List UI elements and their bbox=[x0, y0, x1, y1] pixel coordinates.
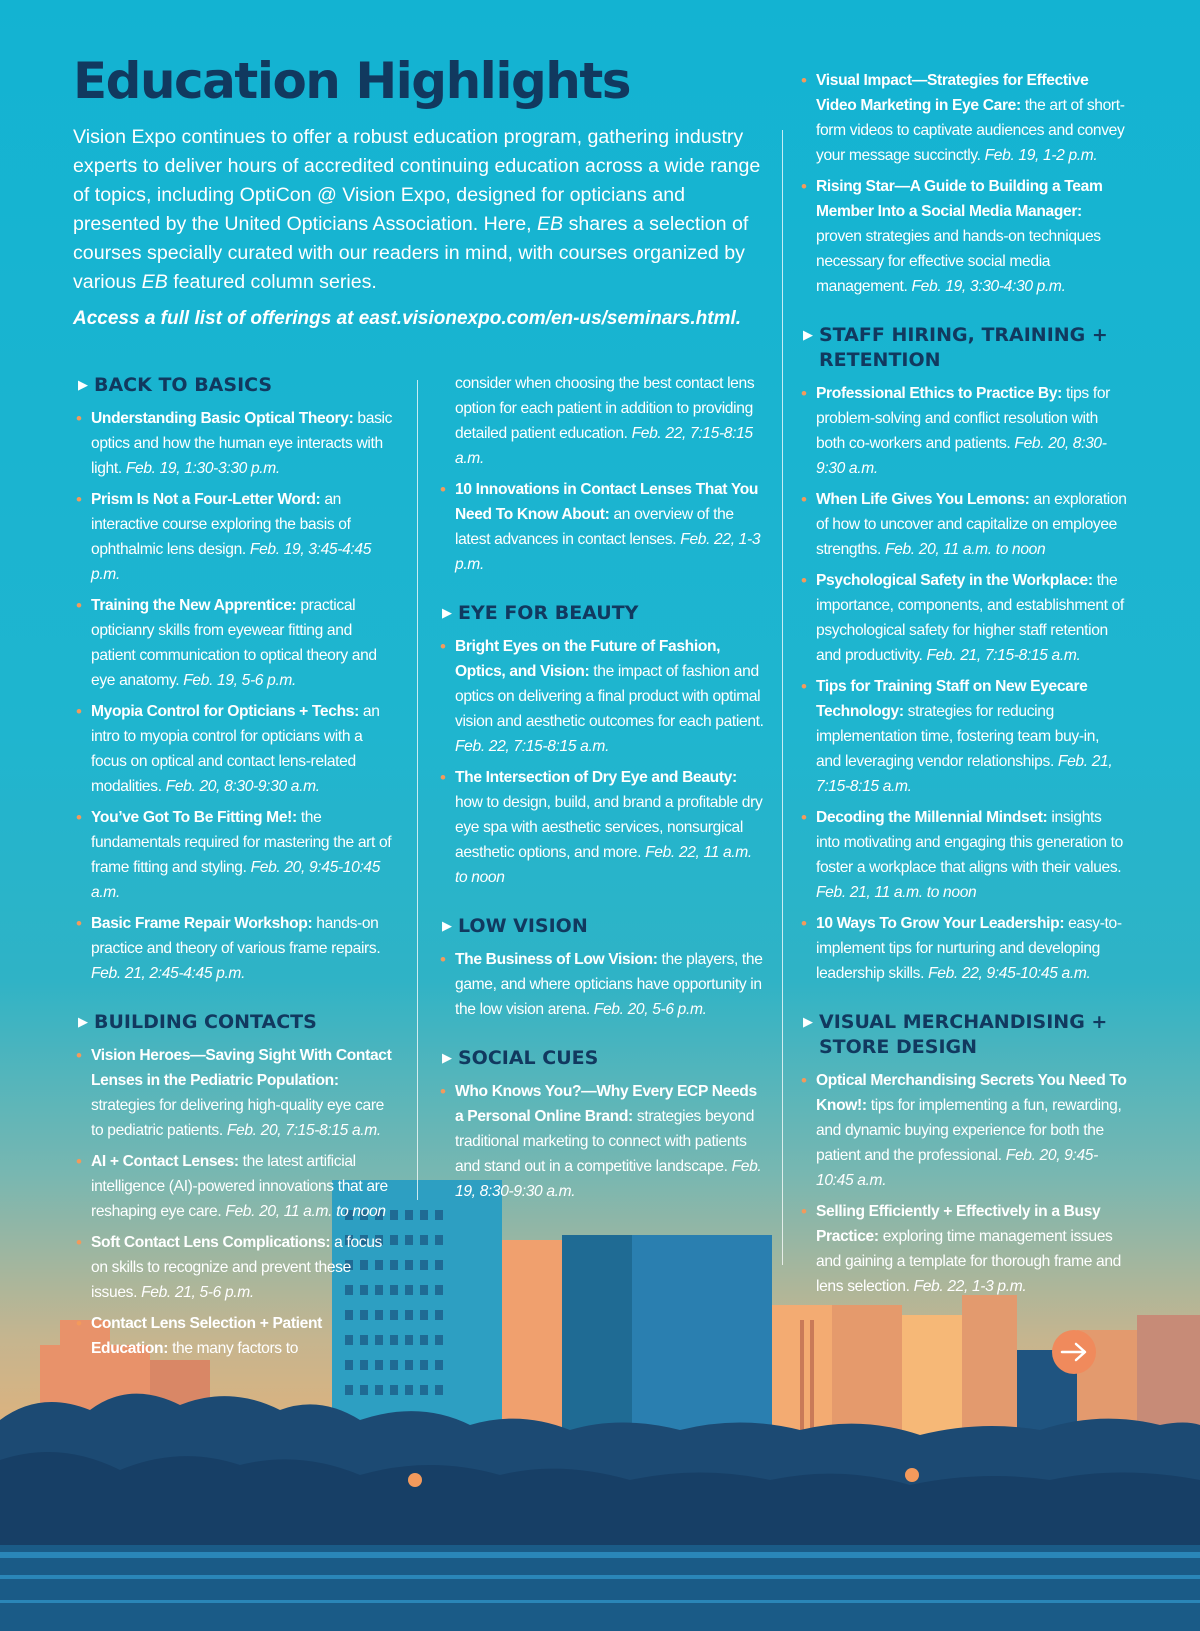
course-item[interactable]: • Contact Lens Selection + Patient Education: the many factors to bbox=[78, 1311, 398, 1361]
course-item[interactable]: • Who Knows You?—Why Every ECP Needs a Personal Online Brand: strategies beyond traditional marketing to connect with patients and stand out in a competitive landscape. Feb. 19, 8:30-9:30 a.m. bbox=[442, 1079, 764, 1204]
bullet-icon: • bbox=[76, 1233, 82, 1252]
arrow-right-icon bbox=[1060, 1342, 1088, 1362]
course-item[interactable]: • Understanding Basic Optical Theory: basic optics and how the human eye interacts with light. Feb. 19, 1:30-3:30 p.m. bbox=[78, 406, 398, 481]
triangle-right-icon: ▶ bbox=[78, 1015, 88, 1030]
course-item[interactable]: • AI + Contact Lenses: the latest artificial intelligence (AI)-powered innovations that are reshaping eye care. Feb. 20, 11 a.m. to noon bbox=[78, 1149, 398, 1224]
course-item[interactable]: • The Business of Low Vision: the players, the game, and where opticians have opportunity in the low vision arena. Feb. 20, 5-6 p.m. bbox=[442, 947, 764, 1022]
section-heading-low-vision: ▶ LOW VISION bbox=[442, 915, 588, 937]
course-list bbox=[442, 947, 764, 1022]
bullet-icon: • bbox=[440, 1082, 446, 1101]
course-item[interactable]: • Optical Merchandising Secrets You Need To Know!: tips for implementing a fun, rewarding, and dynamic buying experience for both the patient and the professional. Feb. 20, 9:45-10:45 a.m. bbox=[803, 1068, 1128, 1193]
bullet-icon: • bbox=[801, 677, 807, 696]
column-1 bbox=[78, 373, 398, 1367]
bullet-icon: • bbox=[76, 596, 82, 615]
course-item[interactable]: • Selling Efficiently + Effectively in a Busy Practice: exploring time management issues and gaining a template for thorough frame and lens selection. Feb. 22, 1-3 p.m. bbox=[803, 1199, 1128, 1299]
course-item[interactable]: • 10 Ways To Grow Your Leadership: easy-to-implement tips for nurturing and developing leadership skills. Feb. 22, 9:45-10:45 a.m. bbox=[803, 911, 1128, 986]
bullet-icon: • bbox=[440, 768, 446, 787]
course-item[interactable]: • Decoding the Millennial Mindset: insights into motivating and engaging this generation to foster a workplace that aligns with their values. Feb. 21, 11 a.m. to noon bbox=[803, 805, 1128, 905]
page-title: Education Highlights bbox=[73, 52, 631, 110]
column-divider bbox=[417, 380, 418, 1200]
column-3 bbox=[803, 68, 1128, 1305]
column-divider bbox=[782, 130, 783, 1265]
triangle-right-icon: ▶ bbox=[78, 378, 88, 393]
course-item[interactable]: • Psychological Safety in the Workplace: the importance, components, and establishment of psychological safety for higher staff retention and productivity. Feb. 21, 7:15-8:15 a.m. bbox=[803, 568, 1128, 668]
course-item-continuation[interactable]: consider when choosing the best contact lens option for each patient in addition to providing detailed patient education. Feb. 22, 7:15-8:15 a.m. bbox=[455, 375, 755, 467]
bullet-icon: • bbox=[801, 914, 807, 933]
section-heading-visual-merchandising: ▶ VISUAL MERCHANDISING + STORE DESIGN bbox=[803, 1011, 1108, 1058]
course-item[interactable]: • Tips for Training Staff on New Eyecare Technology: strategies for reducing implementation time, fostering team buy-in, and leveraging vendor relationships. Feb. 21, 7:15-8:15 a.m. bbox=[803, 674, 1128, 799]
course-list bbox=[803, 381, 1128, 986]
course-item[interactable]: • Training the New Apprentice: practical opticianry skills from eyewear fitting and patient communication to optical theory and eye anatomy. Feb. 19, 5-6 p.m. bbox=[78, 593, 398, 693]
section-heading-back-to-basics: ▶ BACK TO BASICS bbox=[78, 374, 273, 396]
course-list bbox=[442, 634, 764, 890]
course-item[interactable]: • Basic Frame Repair Workshop: hands-on practice and theory of various frame repairs. Feb. 21, 2:45-4:45 p.m. bbox=[78, 911, 398, 986]
course-item[interactable]: • Professional Ethics to Practice By: tips for problem-solving and conflict resolution with both co-workers and patients. Feb. 20, 8:30-9:30 a.m. bbox=[803, 381, 1128, 481]
course-list bbox=[442, 1079, 764, 1204]
bullet-icon: • bbox=[801, 384, 807, 403]
bullet-icon: • bbox=[76, 490, 82, 509]
course-item[interactable]: • You’ve Got To Be Fitting Me!: the fundamentals required for mastering the art of frame fitting and styling. Feb. 20, 9:45-10:45 a.m. bbox=[78, 805, 398, 905]
course-item[interactable]: • Visual Impact—Strategies for Effective Video Marketing in Eye Care: the art of short-form videos to captivate audiences and convey your message succinctly. Feb. 19, 1-2 p.m. bbox=[803, 68, 1128, 168]
course-item[interactable]: • When Life Gives You Lemons: an exploration of how to uncover and capitalize on employee strengths. Feb. 20, 11 a.m. to noon bbox=[803, 487, 1128, 562]
course-item[interactable]: • Bright Eyes on the Future of Fashion, Optics, and Vision: the impact of fashion and optics on delivering a final product with optimal vision and aesthetic outcomes for each patient. Feb. 22, 7:15-8:15 a.m. bbox=[442, 634, 764, 759]
bullet-icon: • bbox=[801, 490, 807, 509]
course-item[interactable]: • The Intersection of Dry Eye and Beauty: how to design, build, and brand a profitable dry eye spa with aesthetic services, nonsurgical aesthetic options, and more. Feb. 22, 11 a.m. to noon bbox=[442, 765, 764, 890]
triangle-right-icon: ▶ bbox=[803, 328, 813, 343]
column-2 bbox=[442, 377, 764, 1210]
course-item[interactable]: • Rising Star—A Guide to Building a Team Member Into a Social Media Manager: proven strategies and hands-on techniques necessary for effective social media management. Feb. 19, 3:30-4:30 p.m. bbox=[803, 174, 1128, 299]
bullet-icon: • bbox=[440, 950, 446, 969]
bullet-icon: • bbox=[801, 808, 807, 827]
course-list bbox=[803, 68, 1128, 299]
bullet-icon: • bbox=[801, 571, 807, 590]
bullet-icon: • bbox=[76, 409, 82, 428]
bullet-icon: • bbox=[76, 1152, 82, 1171]
bullet-icon: • bbox=[801, 177, 807, 196]
bullet-icon: • bbox=[76, 808, 82, 827]
section-heading-staff-hiring: ▶ STAFF HIRING, TRAINING + RETENTION bbox=[803, 324, 1108, 371]
triangle-right-icon: ▶ bbox=[442, 1051, 452, 1066]
bullet-icon: • bbox=[801, 1202, 807, 1221]
bullet-icon: • bbox=[801, 1071, 807, 1090]
triangle-right-icon: ▶ bbox=[803, 1015, 813, 1030]
bullet-icon: • bbox=[76, 1046, 82, 1065]
bullet-icon: • bbox=[76, 914, 82, 933]
course-item[interactable]: • Myopia Control for Opticians + Techs: an intro to myopia control for opticians with a focus on optical and contact lens-related modalities. Feb. 20, 8:30-9:30 a.m. bbox=[78, 699, 398, 799]
bullet-icon: • bbox=[801, 71, 807, 90]
section-heading-building-contacts: ▶ BUILDING CONTACTS bbox=[78, 1011, 317, 1033]
bullet-icon: • bbox=[76, 1314, 82, 1333]
section-heading-social-cues: ▶ SOCIAL CUES bbox=[442, 1047, 599, 1069]
course-item[interactable]: • Vision Heroes—Saving Sight With Contact Lenses in the Pediatric Population: strategies for delivering high-quality eye care to pediatric patients. Feb. 20, 7:15-8:15 a.m. bbox=[78, 1043, 398, 1143]
course-item[interactable]: • 10 Innovations in Contact Lenses That You Need To Know About: an overview of the latest advances in contact lenses. Feb. 22, 1-3 p.m. bbox=[442, 477, 764, 577]
course-list bbox=[78, 1043, 398, 1361]
course-item[interactable]: • Prism Is Not a Four-Letter Word: an interactive course exploring the basis of ophthalmic lens design. Feb. 19, 3:45-4:45 p.m. bbox=[78, 487, 398, 587]
access-link-line[interactable]: Access a full list of offerings at east.visionexpo.com/en-us/seminars.html. bbox=[73, 308, 742, 329]
course-list bbox=[78, 406, 398, 986]
section-heading-eye-for-beauty: ▶ EYE FOR BEAUTY bbox=[442, 602, 639, 624]
bullet-icon: • bbox=[76, 702, 82, 721]
intro-paragraph: Vision Expo continues to offer a robust education program, gathering industry experts to deliver hours of accredited continuing education across a wide range of topics, including OptiCon @ Vision Expo, designed for opticians and presented by the United Opticians Association. Here, EB shares a selection of courses specially curated with our readers in mind, with courses organized by various EB featured column series. bbox=[73, 126, 761, 293]
course-list bbox=[442, 477, 764, 577]
triangle-right-icon: ▶ bbox=[442, 606, 452, 621]
next-page-button[interactable] bbox=[1052, 1330, 1096, 1374]
course-list bbox=[803, 1068, 1128, 1299]
bullet-icon: • bbox=[440, 480, 446, 499]
bullet-icon: • bbox=[440, 637, 446, 656]
triangle-right-icon: ▶ bbox=[442, 919, 452, 934]
course-item[interactable]: • Soft Contact Lens Complications: a focus on skills to recognize and prevent these issues. Feb. 21, 5-6 p.m. bbox=[78, 1230, 398, 1305]
